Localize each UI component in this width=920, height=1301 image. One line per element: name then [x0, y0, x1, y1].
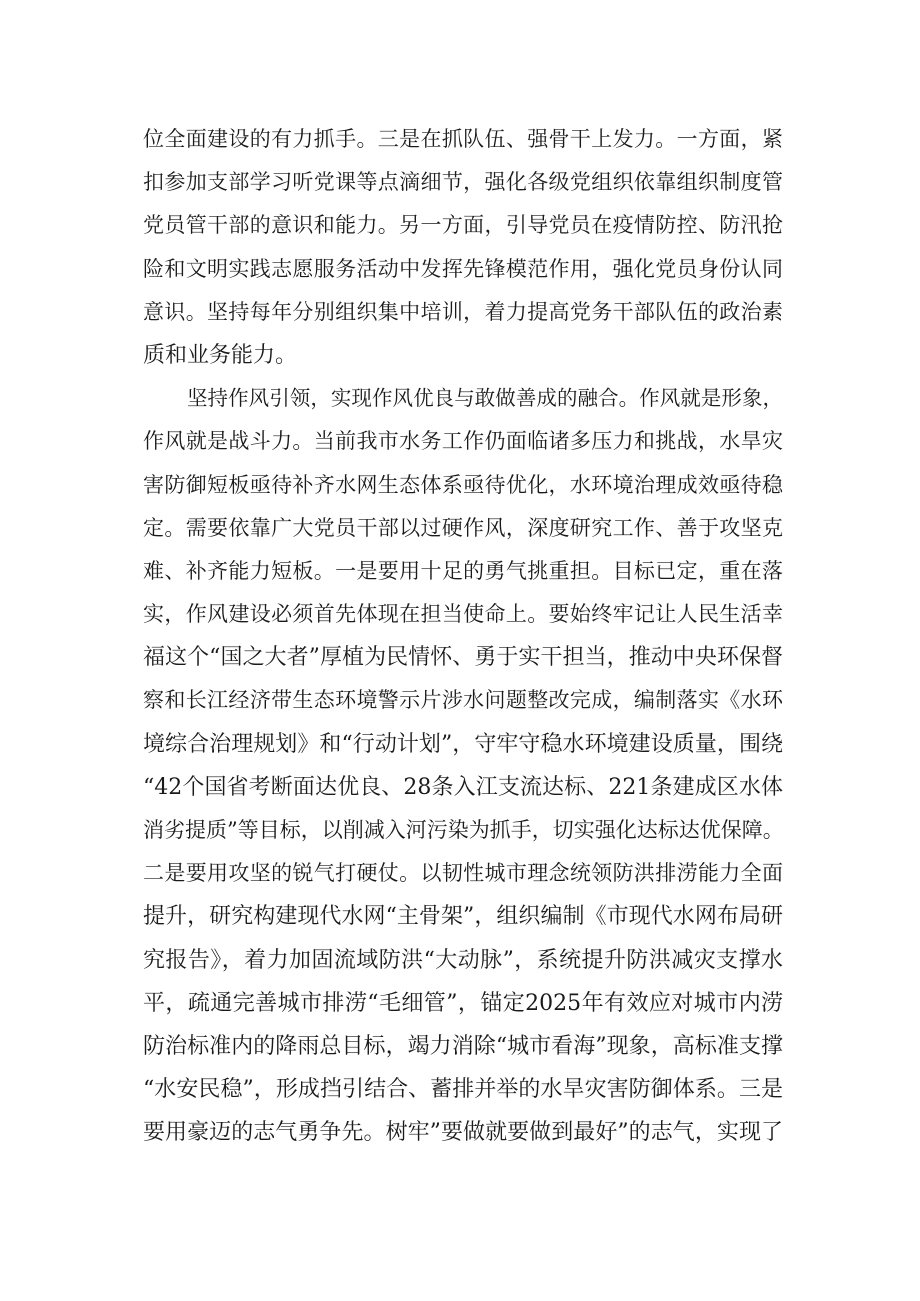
paragraph-1: [143, 118, 783, 377]
text-line: 党员管干部的意识和能力。另一方面，引导党员在疫情防控、防汛抢: [143, 213, 783, 238]
text-line: 境综合治理规划》和“行动计划”，守牢守稳水环境建设质量，围绕: [143, 731, 783, 757]
paragraph-2: [143, 377, 783, 1154]
text-line: 作风就是战斗力。当前我市水务工作仍面临诸多压力和挑战，水旱灾: [143, 429, 783, 454]
text-line: “42个国省考断面达优良、28条入江支流达标、221条建成区水体: [143, 774, 783, 800]
text-line: 坚持作风引领，实现作风优良与敢做善成的融合。作风就是形象，: [187, 386, 783, 411]
text-line: 察和长江经济带生态环境警示片涉水问题整改完成，编制落实《水环: [143, 688, 783, 713]
text-line: 险和文明实践志愿服务活动中发挥先锋模范作用，强化党员身份认同: [143, 256, 783, 281]
text-line: 实，作风建设必须首先体现在担当使命上。要始终牢记让人民生活幸: [143, 602, 783, 627]
text-line: “水安民稳”，形成挡引结合、蓄排并举的水旱灾害防御体系。三是: [143, 1077, 783, 1103]
text-line: 究报告》，着力加固流域防洪“大动脉”，系统提升防洪减灾支撑水: [143, 947, 783, 973]
text-line: 消劣提质”等目标，以削减入河污染为抓手，切实强化达标达优保障。: [143, 818, 784, 842]
text-line: 二是要用攻坚的锐气打硬仗。以韧性城市理念统领防洪排涝能力全面: [143, 861, 783, 886]
text-line: 要用豪迈的志气勇争先。树牢”要做就要做到最好”的志气，实现了: [143, 1120, 783, 1146]
text-line: 难、补齐能力短板。一是要用十足的勇气挑重担。目标已定，重在落: [143, 558, 783, 583]
body-text: [143, 118, 783, 1155]
text-line: 平，疏通完善城市排涝“毛细管”，锚定2025年有效应对城市内涝: [143, 990, 783, 1016]
text-line: 扣参加支部学习听党课等点滴细节，强化各级党组织依靠组织制度管: [143, 170, 783, 195]
text-line: 意识。坚持每年分别组织集中培训，着力提高党务干部队伍的政治素: [143, 299, 783, 324]
text-line: 害防御短板亟待补齐水网生态体系亟待优化，水环境治理成效亟待稳: [143, 472, 783, 497]
text-line: 福这个“国之大者”厚植为民情怀、勇于实干担当，推动中央环保督: [143, 645, 783, 671]
text-line: 定。需要依靠广大党员干部以过硬作风，深度研究工作、善于攻坚克: [143, 515, 783, 540]
text-line: 位全面建设的有力抓手。三是在抓队伍、强骨干上发力。一方面，紧: [143, 127, 783, 151]
text-line: 质和业务能力。: [143, 342, 298, 368]
text-line: 防治标准内的降雨总目标，竭力消除“城市看海”现象，高标准支撑: [143, 1033, 783, 1059]
text-line: 提升，研究构建现代水网“主骨架”，组织编制《市现代水网布局研: [143, 904, 783, 930]
